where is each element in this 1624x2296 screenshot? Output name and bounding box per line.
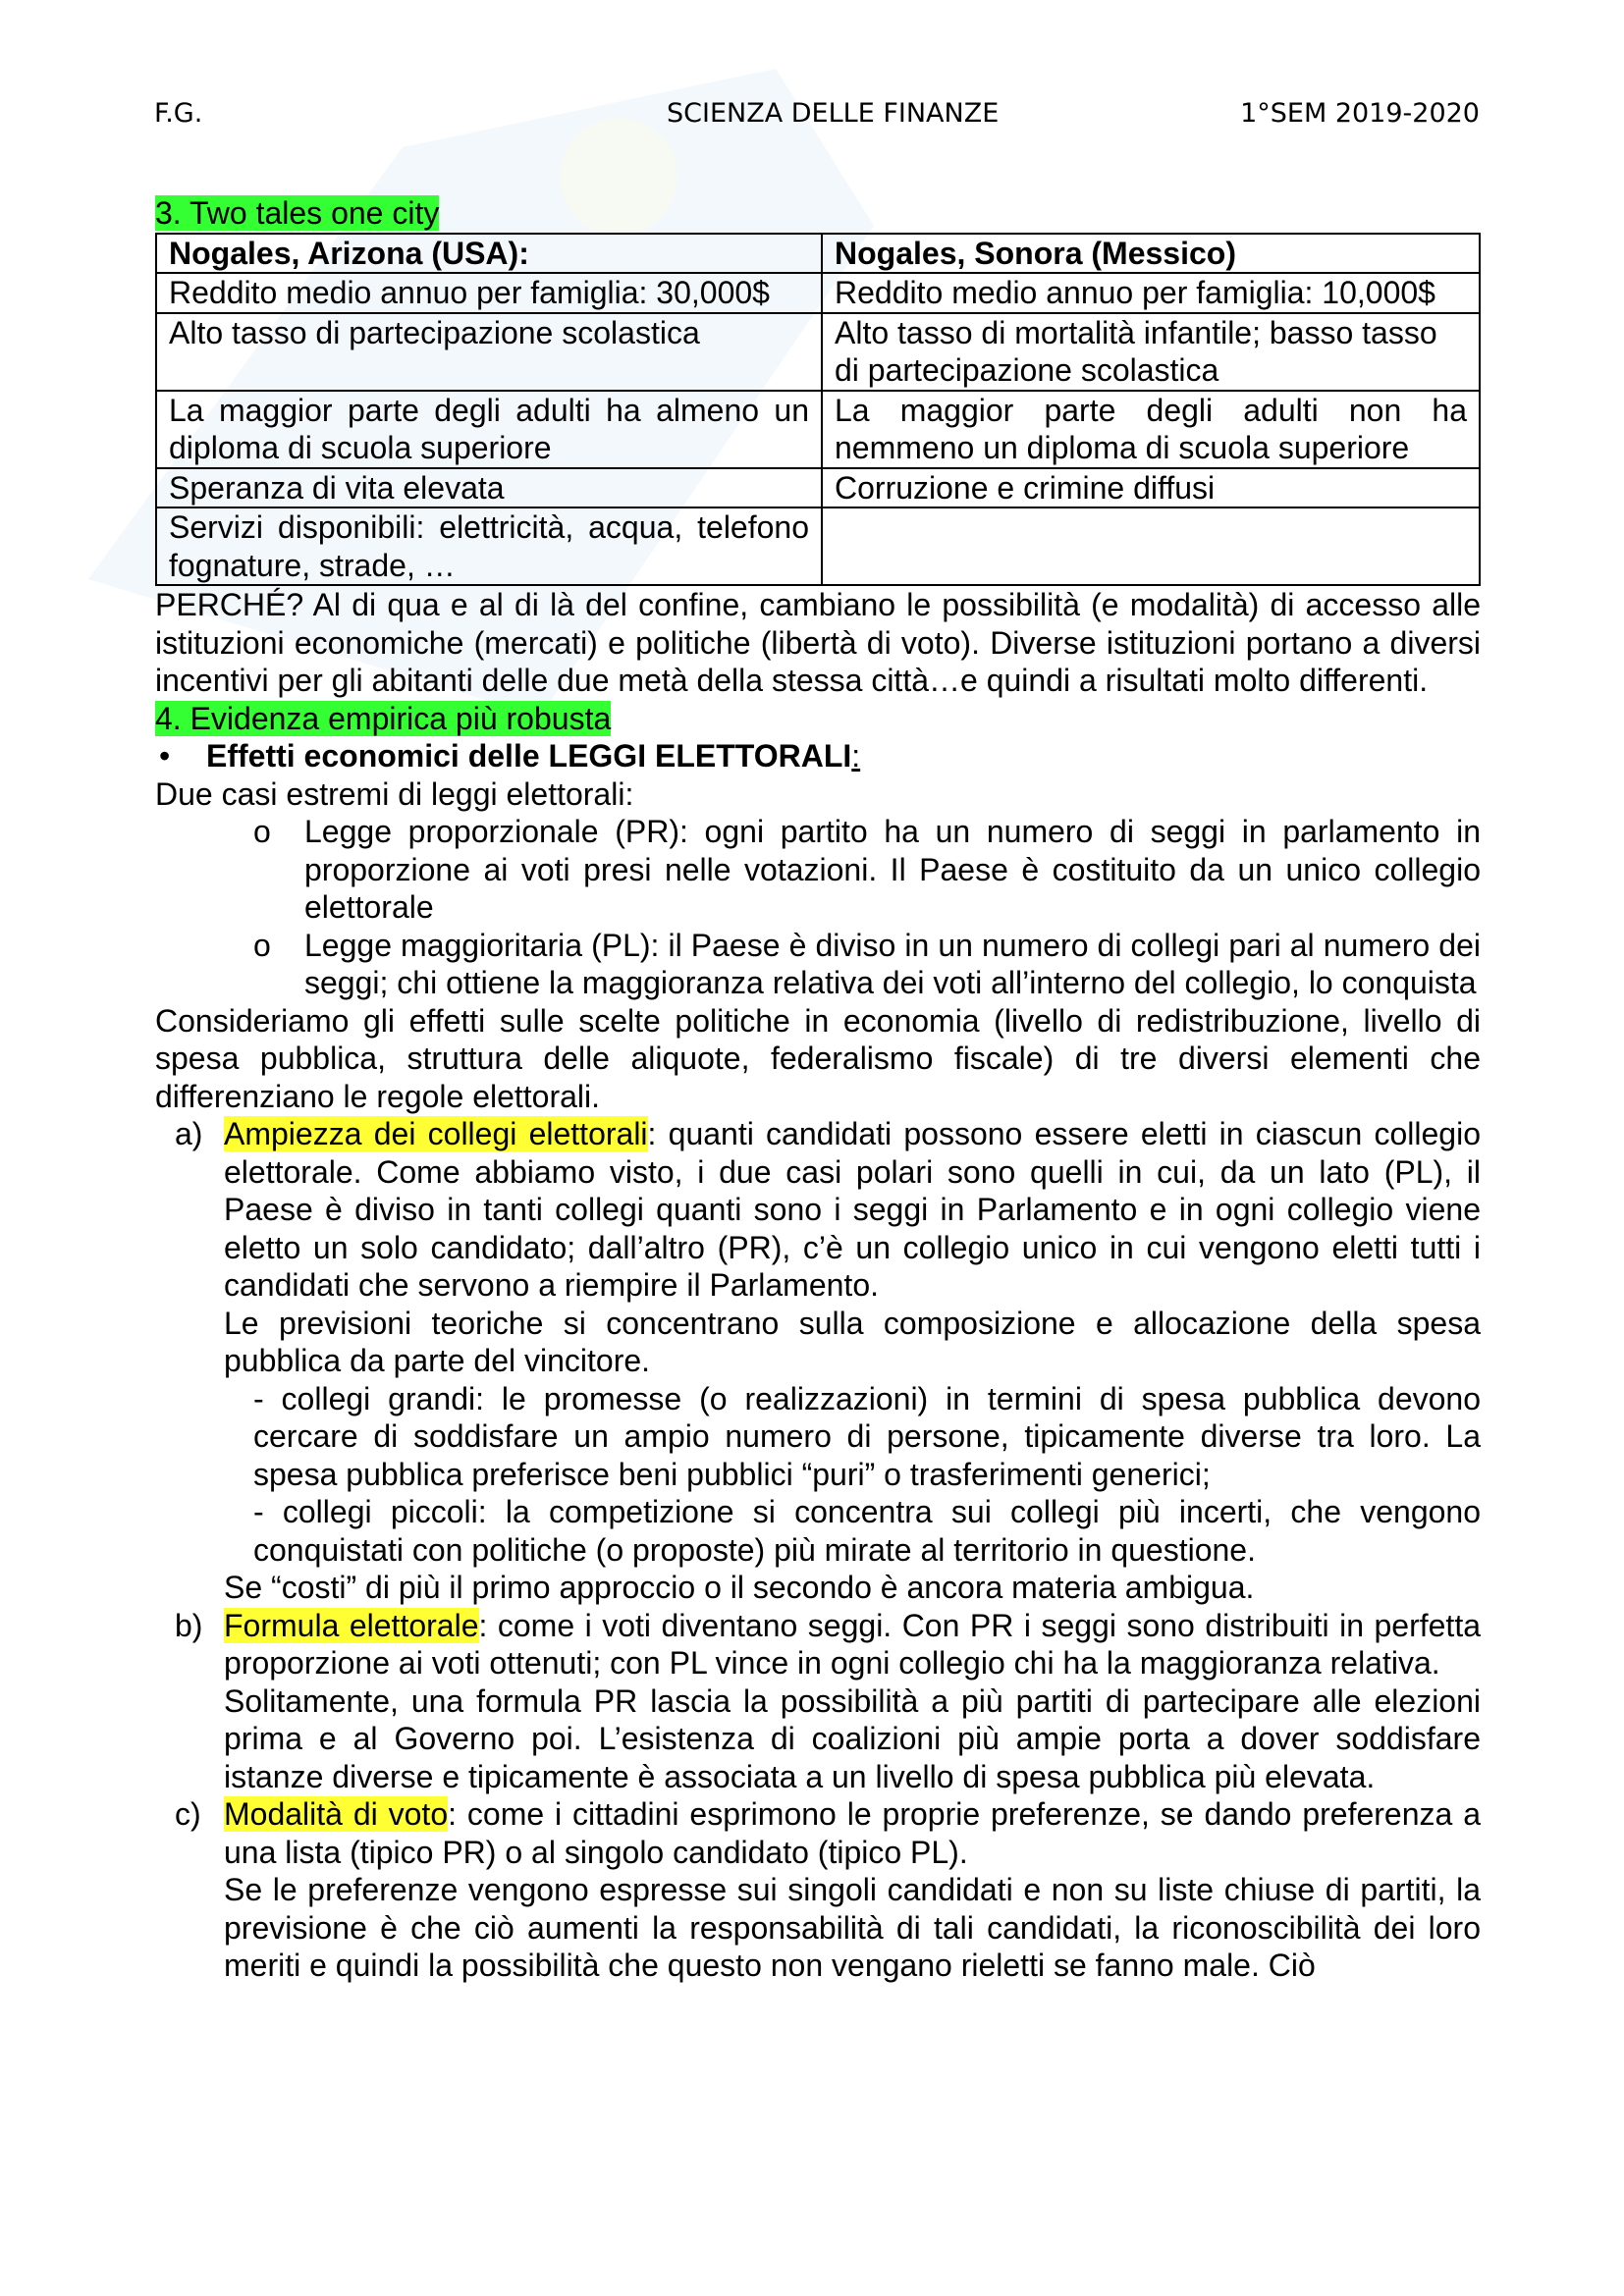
consideriamo-paragraph: Consideriamo gli effetti sulle scelte politiche in economia (livello di redistribuzione, livello di spesa pubblica, struttura delle aliquote, federalismo fiscale) di tre diversi elementi che differenziano le regole elettorali. [155, 1002, 1481, 1114]
item-first-paragraph [224, 1607, 1481, 1682]
item-text: : quanti candidati possono essere eletti in ciascun collegio elettorale. Come abbiamo visto, i due casi polari sono quelli in cui, da un lato (PL), il Paese è diviso in tanti collegi quanti sono i seggi in Parlamento e in ogni collegio viene eletto un solo candidato; dall’altro (PR), c’è un collegio unico in cui vengono eletti tutti i candidati che servono a riempire il Parlamento. [224, 1116, 1481, 1303]
cases-intro: Due casi estremi di leggi elettorali: [155, 775, 634, 812]
comparison-table [155, 233, 1481, 587]
item-text: : come i voti diventano seggi. Con PR i seggi sono distribuiti in perfetta proporzione ai voti ottenuti; con PL vince in ogni collegio chi ha la maggioranza relativa. [224, 1607, 1482, 1681]
table-cell: Speranza di vita elevata [156, 468, 822, 508]
section-3-heading [155, 194, 1481, 233]
table-cell: Corruzione e crimine diffusi [822, 468, 1480, 508]
bullet-icon: • [159, 738, 171, 774]
item-first-paragraph [224, 1115, 1481, 1305]
section-4-title: 4. Evidenza empirica più robusta [155, 700, 612, 736]
table-row [156, 507, 1480, 585]
item-term: Ampiezza dei collegi elettorali [224, 1116, 648, 1151]
table-cell: Reddito medio annuo per famiglia: 30,000$ [156, 273, 822, 313]
table-header-arizona: Nogales, Arizona (USA): [156, 234, 822, 274]
list-item-a [155, 1115, 1481, 1607]
item-marker: c) [175, 1796, 201, 1832]
case-text: Legge maggioritaria (PL): il Paese è diviso in un numero di collegi pari al numero dei seggi; chi ottiene la maggioranza relativa dei voti all’interno del collegio, lo conquista [304, 927, 1481, 1000]
table-cell: La maggior parte degli adulti non ha nemmeno un diploma di scuola superiore [822, 391, 1480, 468]
item-first-paragraph [224, 1795, 1481, 1871]
table-cell: La maggior parte degli adulti ha almeno un diploma di scuola superiore [156, 391, 822, 468]
circle-bullet-icon: o [253, 927, 271, 963]
table-cell: Reddito medio annuo per famiglia: 10,000$ [822, 273, 1480, 313]
table-header-sonora: Nogales, Sonora (Messico) [822, 234, 1480, 274]
item-paragraph: Se “costi” di più il primo approccio o il secondo è ancora materia ambigua. [224, 1570, 1255, 1605]
table-cell: Alto tasso di mortalità infantile; basso tasso di partecipazione scolastica [822, 313, 1480, 391]
section-4-heading [155, 700, 1481, 738]
item-paragraph: Se le preferenze vengono espresse sui singoli candidati e non su liste chiuse di partiti, la previsione è che ciò aumenti la responsabilità di tali candidati, la riconoscibilità dei loro meriti e quindi la possibilità che questo non vengano rieletti se fanno male. Ciò [224, 1872, 1481, 1983]
item-paragraph: Le previsioni teoriche si concentrano sulla composizione e allocazione della spesa pubblica da parte del vincitore. [224, 1305, 1481, 1378]
bullet-item [155, 737, 1481, 775]
case-item [155, 927, 1481, 1002]
table-row [156, 273, 1480, 313]
list-item-b [155, 1607, 1481, 1796]
list-item-c [155, 1795, 1481, 1985]
item-paragraph: Solitamente, una formula PR lascia la possibilità a più partiti di partecipare alle elezioni prima e al Governo poi. L’esistenza di coalizioni più ampie porta a dover soddisfare istanze diverse e tipicamente è associata a un livello di spesa pubblica più elevata. [224, 1682, 1481, 1794]
table-row [156, 391, 1480, 468]
table-cell [822, 507, 1480, 585]
item-term: Formula elettorale [224, 1607, 479, 1643]
document-body [155, 194, 1481, 1985]
header-semester: 1°SEM 2019-2020 [1240, 98, 1480, 129]
item-dash-point: - collegi grandi: le promesse (o realizzazioni) in termini di spesa pubblica devono cercare di soddisfare un ampio numero di persone, tipicamente diverse tra loro. La spesa pubblica preferisce beni pubblici “puri” o trasferimenti generici; [253, 1380, 1481, 1492]
item-marker: b) [175, 1607, 203, 1643]
page-header [154, 98, 1480, 137]
item-dash-point: - collegi piccoli: la competizione si concentra sui collegi più incerti, che vengono conquistati con politiche (o proposte) più mirate al territorio in questione. [253, 1494, 1481, 1568]
item-term: Modalità di voto [224, 1796, 449, 1832]
section-3-title: 3. Two tales one city [155, 195, 440, 231]
header-course: SCIENZA DELLE FINANZE [667, 98, 1000, 129]
table-cell: Alto tasso di partecipazione scolastica [156, 313, 822, 391]
header-author: F.G. [154, 98, 203, 129]
perche-paragraph: PERCHÉ? Al di qua e al di là del confine, cambiano le possibilità (e modalità) di accesso alle istituzioni economiche (mercati) e politiche (libertà di voto). Diverse istituzioni portano a diversi incentivi per gli abitanti delle due metà della stessa città…e quindi a risultati molto differenti. [155, 587, 1481, 698]
table-cell: Servizi disponibili: elettricità, acqua, telefono fognature, strade, … [156, 507, 822, 585]
table-row [156, 313, 1480, 391]
item-marker: a) [175, 1116, 203, 1151]
table-row [156, 468, 1480, 508]
item-text: : come i cittadini esprimono le proprie preferenze, se dando preferenza a una lista (tipico PR) o al singolo candidato (tipico PL). [224, 1796, 1482, 1870]
bullet-text: Effetti economici delle LEGGI ELETTORALI [206, 738, 852, 774]
case-item [155, 813, 1481, 927]
table-header-row [156, 234, 1480, 274]
bullet-colon: : [851, 738, 861, 774]
circle-bullet-icon: o [253, 814, 271, 849]
case-text: Legge proporzionale (PR): ogni partito ha un numero di seggi in parlamento in proporzione ai voti presi nelle votazioni. Il Paese è costituito da un unico collegio elettorale [304, 814, 1481, 925]
